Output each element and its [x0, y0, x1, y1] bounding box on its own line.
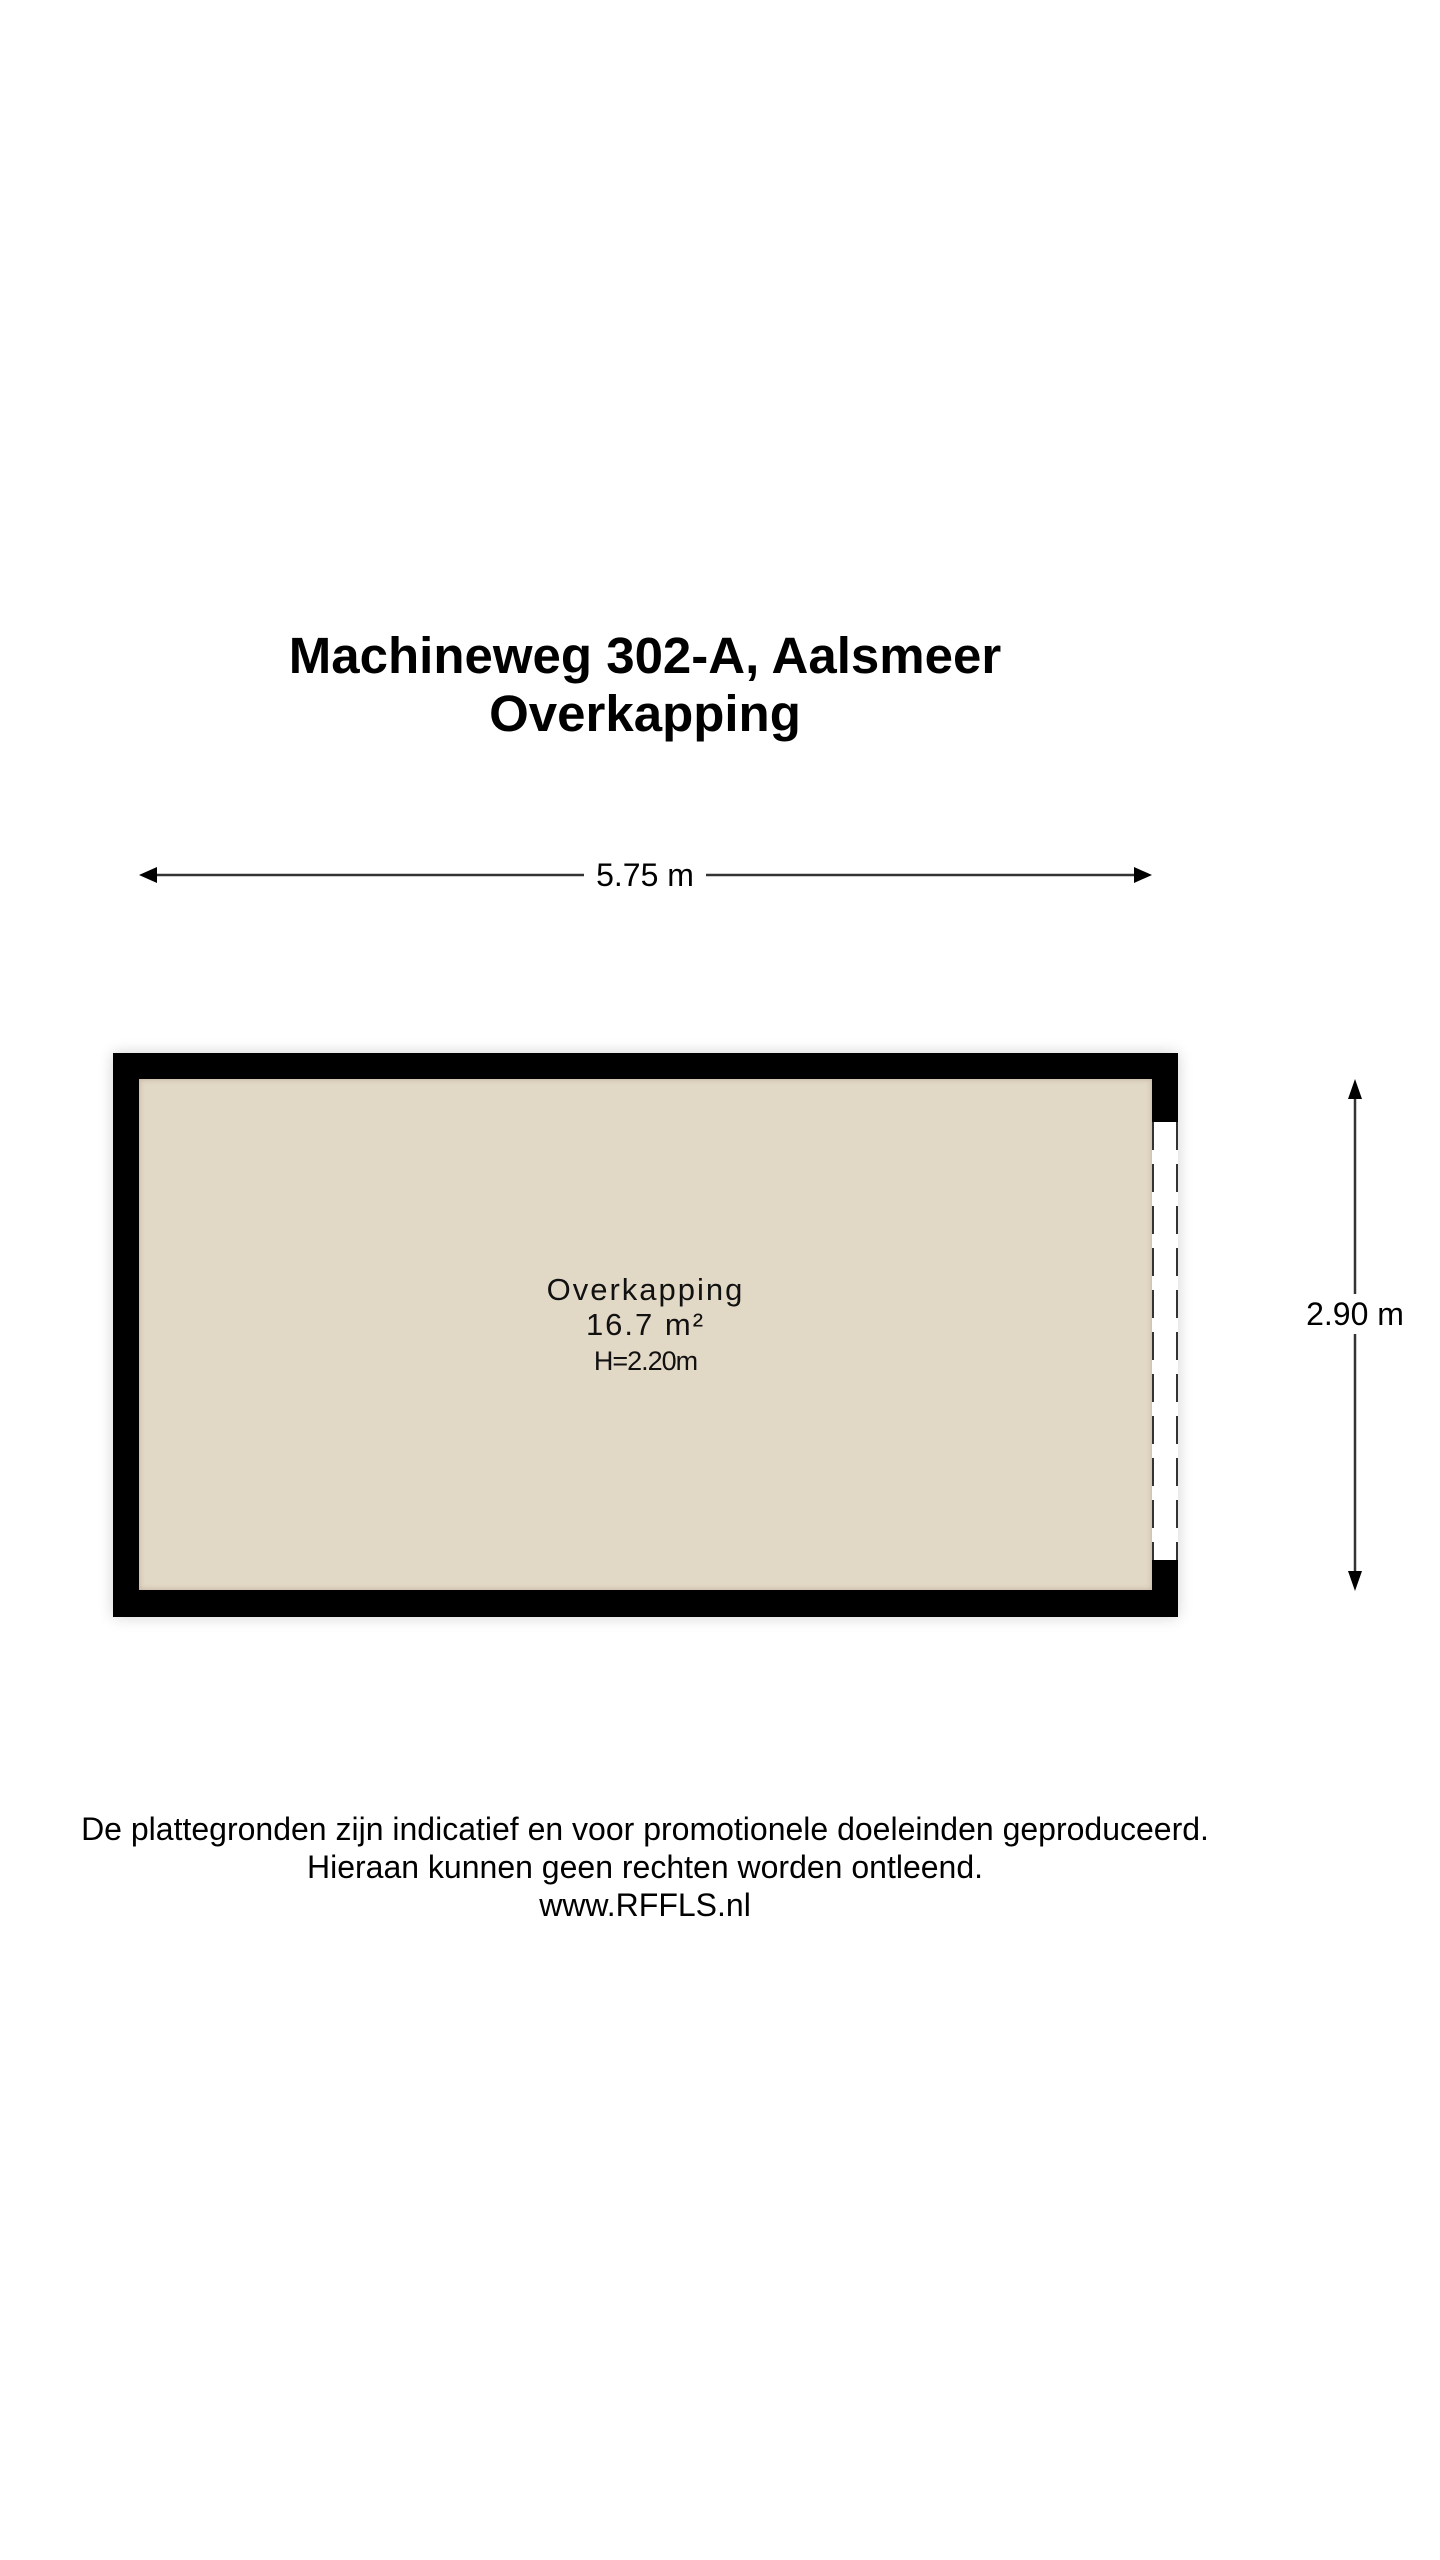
depth-dimension-arrow [1340, 1075, 1370, 1595]
website-link[interactable]: www.RFFLS.nl [539, 1887, 751, 1923]
disclaimer-line-1: De plattegronden zijn indicatief en voor promotionele doeleinden geproduceerd. [81, 1811, 1209, 1847]
room-name: Overkapping [546, 1272, 745, 1307]
width-dimension-label: 5.75 m [584, 857, 706, 893]
room-area: 16.7 m² [585, 1307, 706, 1342]
depth-dimension-label: 2.90 m [1290, 1294, 1420, 1334]
disclaimer-line-2: Hieraan kunnen geen rechten worden ontleend. [306, 1849, 984, 1885]
address-title: Machineweg 302-A, Aalsmeer [288, 627, 1002, 684]
floor-title: Overkapping [489, 685, 801, 742]
room-height: H=2.20m [593, 1346, 698, 1376]
open-side-opening [1152, 1122, 1178, 1560]
